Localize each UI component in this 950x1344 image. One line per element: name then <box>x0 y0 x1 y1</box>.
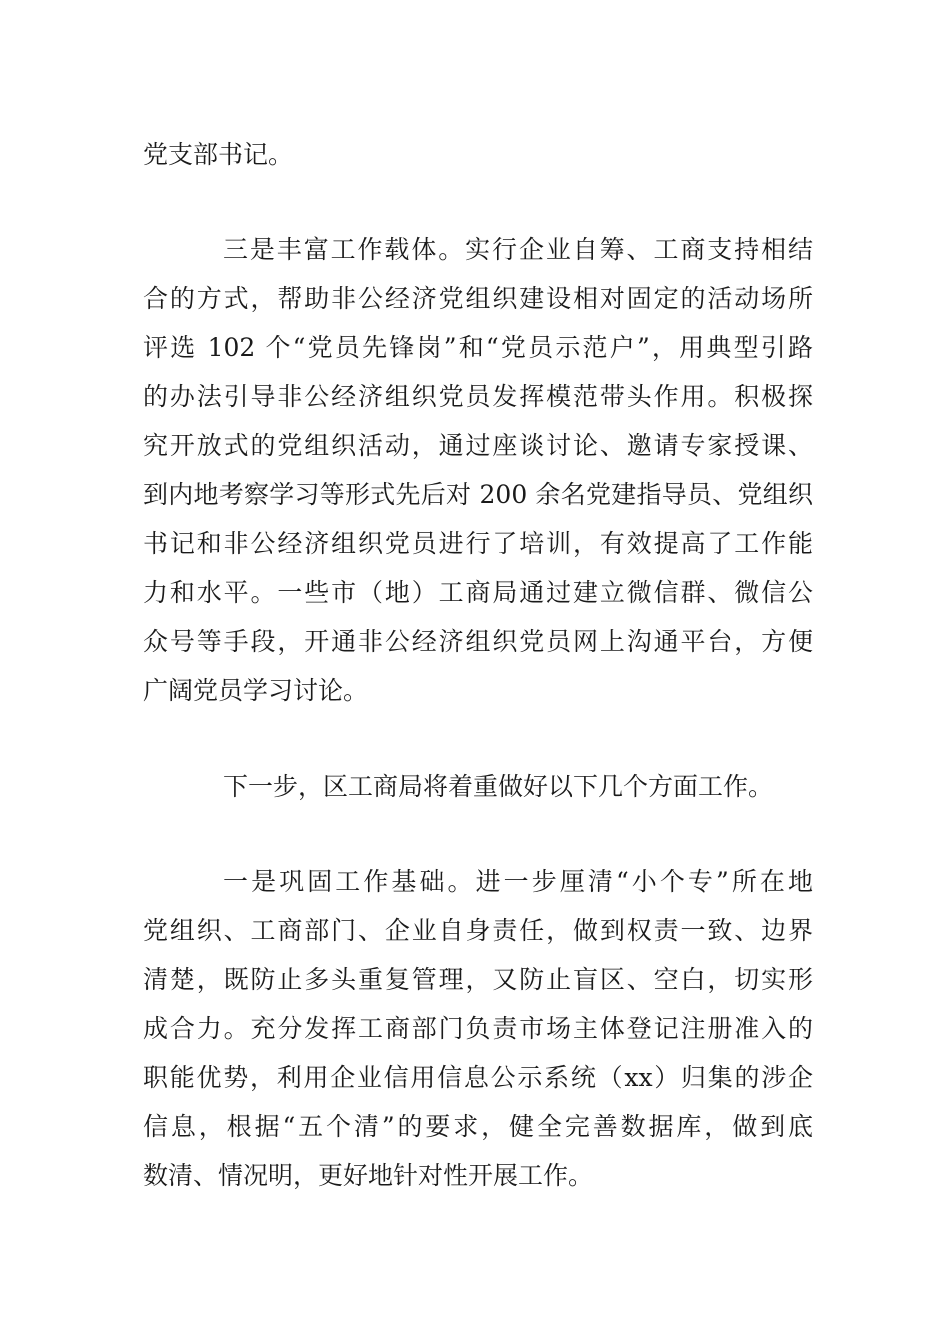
paragraph-line: 评选 102 个“党员先锋岗”和“党员示范户”，用典型引路 <box>143 333 813 362</box>
paragraph-line: 三是丰富工作载体。实行企业自筹、工商支持相结 <box>223 235 813 264</box>
paragraph-line: 合的方式，帮助非公经济党组织建设相对固定的活动场所 <box>143 284 813 313</box>
paragraph-line: 清楚，既防止多头重复管理，又防止盲区、空白，切实形 <box>143 965 813 994</box>
paragraph-line: 下一步，区工商局将着重做好以下几个方面工作。 <box>223 772 774 801</box>
paragraph-line: 力和水平。一些市（地）工商局通过建立微信群、微信公 <box>143 578 813 607</box>
paragraph-line: 到内地考察学习等形式先后对 200 余名党建指导员、党组织 <box>143 480 813 509</box>
paragraph-line: 职能优势，利用企业信用信息公示系统（xx）归集的涉企 <box>143 1063 813 1092</box>
paragraph-line: 众号等手段，开通非公经济组织党员网上沟通平台，方便 <box>143 627 813 656</box>
paragraph-line: 究开放式的党组织活动，通过座谈讨论、邀请专家授课、 <box>143 431 813 460</box>
paragraph-line: 数清、情况明，更好地针对性开展工作。 <box>143 1161 594 1190</box>
paragraph-line: 书记和非公经济组织党员进行了培训，有效提高了工作能 <box>143 529 813 558</box>
paragraph-line: 党支部书记。 <box>143 140 294 169</box>
paragraph-line: 信息，根据“五个清”的要求，健全完善数据库，做到底 <box>143 1112 813 1141</box>
paragraph-line: 党组织、工商部门、企业自身责任，做到权责一致、边界 <box>143 916 813 945</box>
paragraph-line: 的办法引导非公经济组织党员发挥模范带头作用。积极探 <box>143 382 813 411</box>
paragraph-line: 成合力。充分发挥工商部门负责市场主体登记注册准入的 <box>143 1014 813 1043</box>
paragraph-line: 一是巩固工作基础。进一步厘清“小个专”所在地 <box>223 867 813 896</box>
paragraph-line: 广阔党员学习讨论。 <box>143 676 369 705</box>
